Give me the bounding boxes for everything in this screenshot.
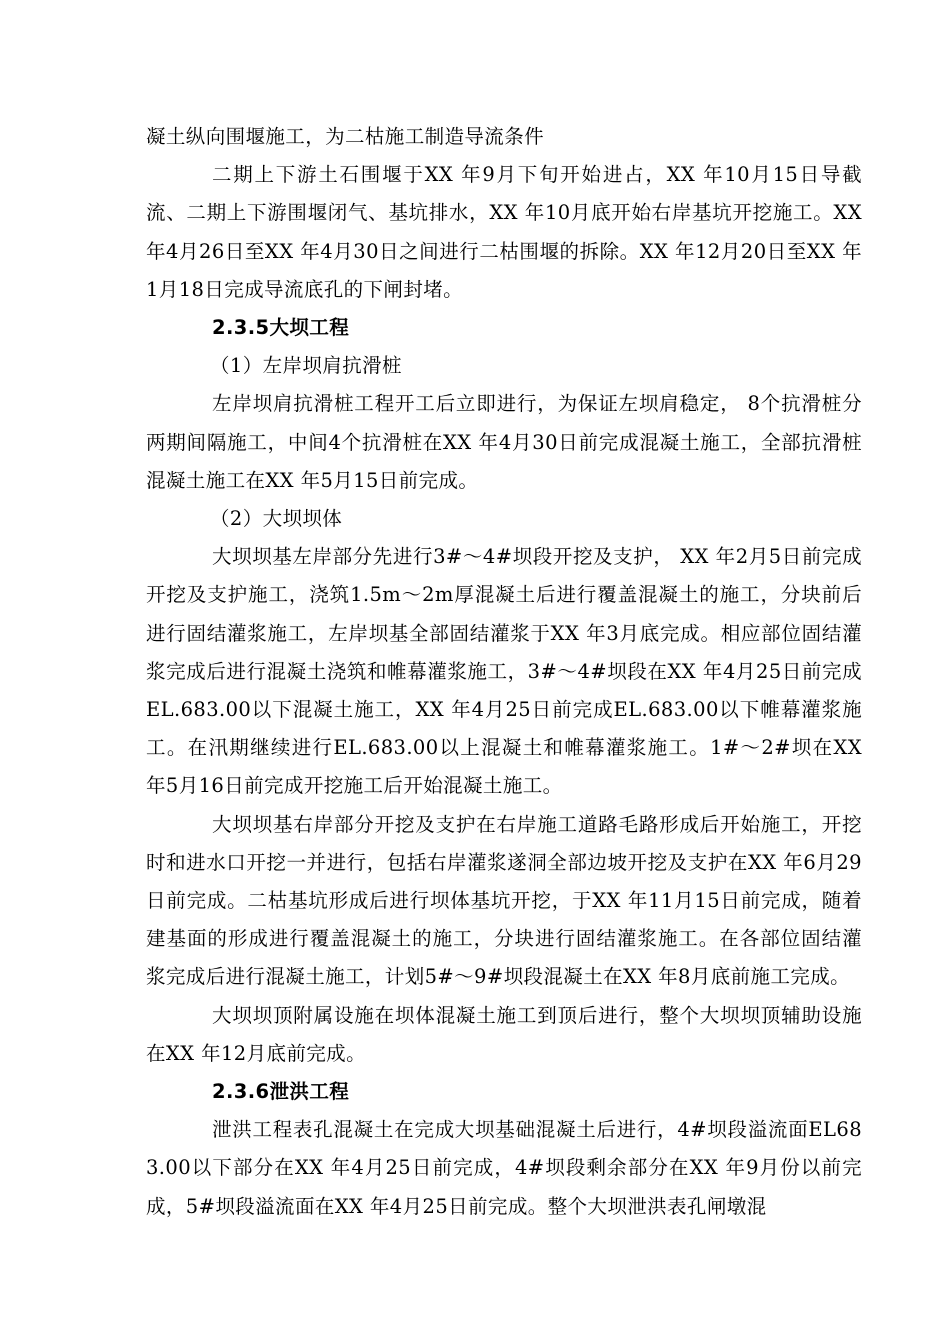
paragraph-spillway: 泄洪工程表孔混凝土在完成大坝基础混凝土后进行，4#坝段溢流面EL683.00以下部分在XX 年4月25日前完成，4#坝段剩余部分在XX 年9月份以前完成，5#坝段溢流面在XX 年4月25日前完成。整个大坝泄洪表孔闸墩混 [146, 1118, 862, 1218]
paragraph-right-bank-foundation: 大坝坝基右岸部分开挖及支护在右岸施工道路毛路形成后开始施工，开挖时和进水口开挖一并进行，包括右岸灌浆遂洞全部边坡开挖及支护在XX 年6月29日前完成。二枯基坑形成后进行坝体基坑开挖，于XX 年11月15日前完成，随着建基面的形成进行覆盖混凝土的施工，分块进行固结灌浆施工。在各部位固结灌浆完成后进行混凝土施工，计划5#～9#坝段混凝土在XX 年8月底前施工完成。 [146, 812, 862, 989]
paragraph-dam-crest: 大坝坝顶附属设施在坝体混凝土施工到顶后进行，整个大坝坝顶辅助设施在XX 年12月底前完成。 [146, 1003, 862, 1065]
paragraph-cofferdam: 二期上下游土石围堰于XX 年9月下旬开始进占，XX 年10月15日导截流、二期上下游围堰闭气、基坑排水，XX 年10月底开始右岸基坑开挖施工。XX 年4月26日至XX 年4月30日之间进行二枯围堰的拆除。XX 年12月20日至XX 年1月18日完成导流底孔的下闸封堵。 [146, 163, 862, 301]
paragraph-continuation: 凝土纵向围堰施工，为二枯施工制造导流条件 [146, 125, 545, 148]
document-body [146, 118, 862, 1226]
section-heading-spillway: 2.3.6泄洪工程 [212, 1080, 350, 1104]
subheading-dam-body: （2）大坝坝体 [210, 507, 343, 531]
paragraph-anti-slide-piles: 左岸坝肩抗滑桩工程开工后立即进行，为保证左坝肩稳定， 8个抗滑桩分两期间隔施工，中间4个抗滑桩在XX 年4月30日前完成混凝土施工，全部抗滑桩混凝土施工在XX 年5月15日前完成。 [146, 392, 862, 492]
subheading-left-abutment-piles: （1）左岸坝肩抗滑桩 [210, 354, 402, 378]
paragraph-left-bank-foundation: 大坝坝基左岸部分先进行3#～4#坝段开挖及支护， XX 年2月5日前完成开挖及支护施工，浇筑1.5m～2m厚混凝土后进行覆盖混凝土的施工，分块前后进行固结灌浆施工，左岸坝基全部固结灌浆于XX 年3月底完成。相应部位固结灌浆完成后进行混凝土浇筑和帷幕灌浆施工，3#～4#坝段在XX 年4月25日前完成EL.683.00以下混凝土施工，XX 年4月25日前完成EL.683.00以下帷幕灌浆施工。在汛期继续进行EL.683.00以上混凝土和帷幕灌浆施工。1#～2#坝在XX 年5月16日前完成开挖施工后开始混凝土施工。 [146, 545, 862, 798]
section-heading-dam: 2.3.5大坝工程 [212, 316, 350, 340]
